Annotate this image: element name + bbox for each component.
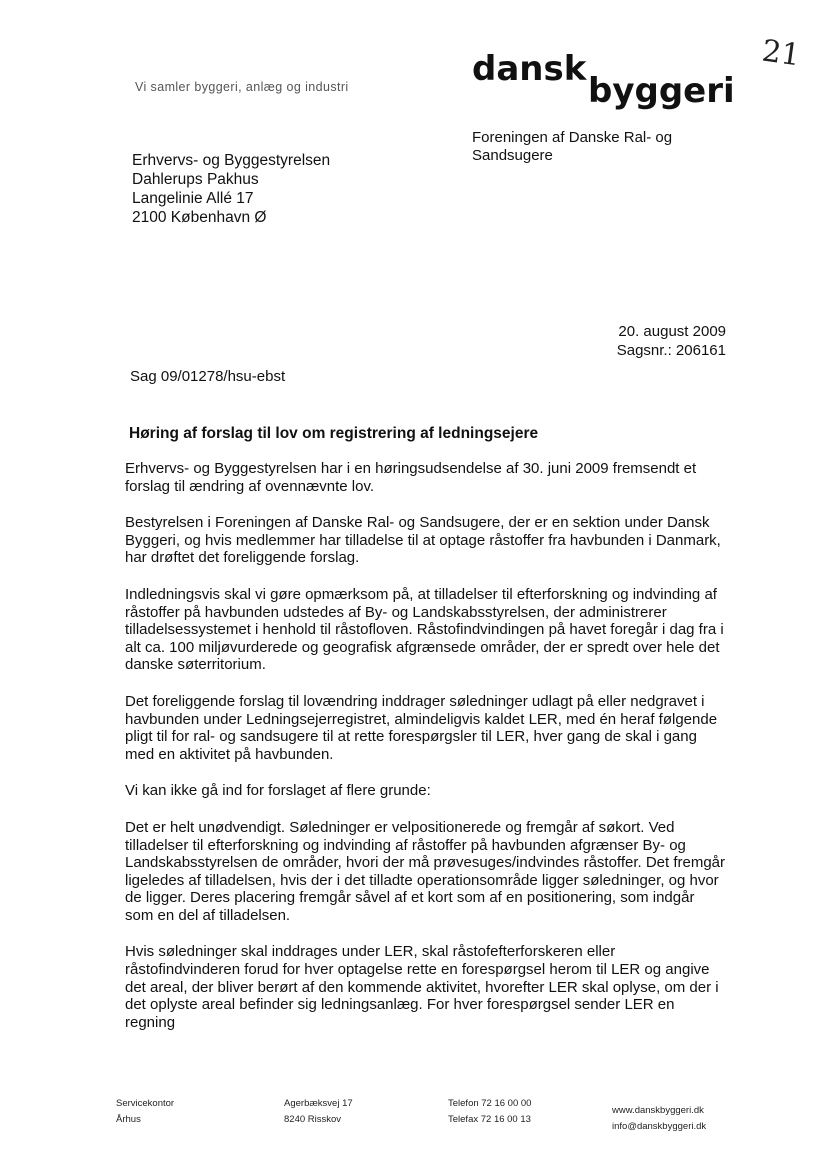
footer-telephone: Telefon 72 16 00 00 [448, 1098, 532, 1109]
letter-title: Høring af forslag til lov om registrering af ledningsejere [129, 425, 539, 442]
footer-telefax: Telefax 72 16 00 13 [448, 1114, 531, 1125]
recipient-address [132, 151, 330, 227]
recipient-line: Langelinie Allé 17 [132, 190, 254, 207]
footer-website-link[interactable]: www.danskbyggeri.dk [612, 1105, 704, 1116]
paragraph: Bestyrelsen i Foreningen af Danske Ral- og Sandsugere, der er en sektion under Dansk Byggeri, og hvis medlemmer har tilladelse til at optage råstoffer fra havbunden i Danmark, har drøftet det foreliggende forslag. [125, 514, 721, 567]
paragraph: Det foreliggende forslag til lovændring inddrager søledninger udlagt på eller nedgravet i havbunden under Ledningsejerregistret, almindeligvis kaldet LER, med én heraf følgende pligt til for ral- og sandsugere til at rette forespørgsler til LER, hver gang de skal i gang med en aktivitet på havbunden. [125, 692, 718, 763]
date-block [617, 322, 726, 360]
footer-office-label: Servicekontor [116, 1098, 175, 1109]
footer-web [612, 1103, 706, 1135]
paragraph: Det er helt unødvendigt. Søledninger er velpositionerede og fremgår af søkort. Ved tilladelser til efterforskning og indvinding af råstoffer på havbunden afgrænser By- og Landskabsstyrelsen de områder, hvori der må prøvesuges/indvindes råstoffer. Det fremgår ligeledes af tilladelsen, hvis der i det tilladte operationsområde ligger søledninger, og hvor de ligger. Deres placering fremgår såvel af et kort som af en positionering, som indgår som en del af tilladelsen. [125, 818, 726, 924]
recipient-line: Dahlerups Pakhus [132, 171, 259, 188]
footer-address [284, 1096, 353, 1128]
paragraph: Hvis søledninger skal inddrages under LER, skal råstofefterforskeren eller råstofindvinderen forud for hver optagelse rette en forespørgsel herom til LER og angive det areal, der bliver berørt af den kommende aktivitet, hvorefter LER skal oplyse, om der i det oplyste areal befinder sig ledningsanlæg. For hver forespørgsel sender LER en regning [125, 943, 719, 1031]
recipient-line: Erhvervs- og Byggestyrelsen [132, 152, 331, 169]
dansk-byggeri-logo [470, 50, 740, 120]
logo-word-byggeri: byggeri [588, 71, 735, 111]
sender-organization: Foreningen af Danske Ral- og Sandsugere [472, 129, 673, 164]
recipient-line: 2100 København Ø [132, 209, 267, 226]
paragraph: Erhvervs- og Byggestyrelsen har i en høringsudsendelse af 30. juni 2009 fremsendt et forslag til ændring af ovennævnte lov. [125, 460, 697, 495]
footer-postcode: 8240 Risskov [284, 1114, 342, 1125]
case-reference: Sag 09/01278/hsu-ebst [130, 368, 286, 385]
letter-body [125, 460, 725, 1050]
footer-email-link[interactable]: info@danskbyggeri.dk [612, 1121, 707, 1132]
paragraph: Vi kan ikke gå ind for forslaget af flere grunde: [125, 782, 431, 800]
handwritten-page-number: 21 [759, 33, 803, 74]
paragraph: Indledningsvis skal vi gøre opmærksom på, at tilladelser til efterforskning og indvinding af råstoffer på havbunden udstedes af By- og Landskabsstyrelsen, der administrerer tilladelsessystemet i henhold til råstofloven. Råstofindvindingen på havet foregår i dag fra i alt ca. 100 miljøvurderede og geografisk afgrænsede områder, der er spredt over hele det danske søterritorium. [125, 585, 724, 674]
footer-office-city: Århus [116, 1114, 141, 1125]
footer-office [116, 1096, 174, 1128]
letter-date: 20. august 2009 [618, 323, 726, 340]
footer-street: Agerbæksvej 17 [284, 1098, 353, 1109]
footer-phone [448, 1096, 531, 1128]
tagline: Vi samler byggeri, anlæg og industri [135, 80, 349, 94]
case-number: Sagsnr.: 206161 [616, 342, 726, 359]
logo-word-dansk: dansk [472, 50, 587, 89]
